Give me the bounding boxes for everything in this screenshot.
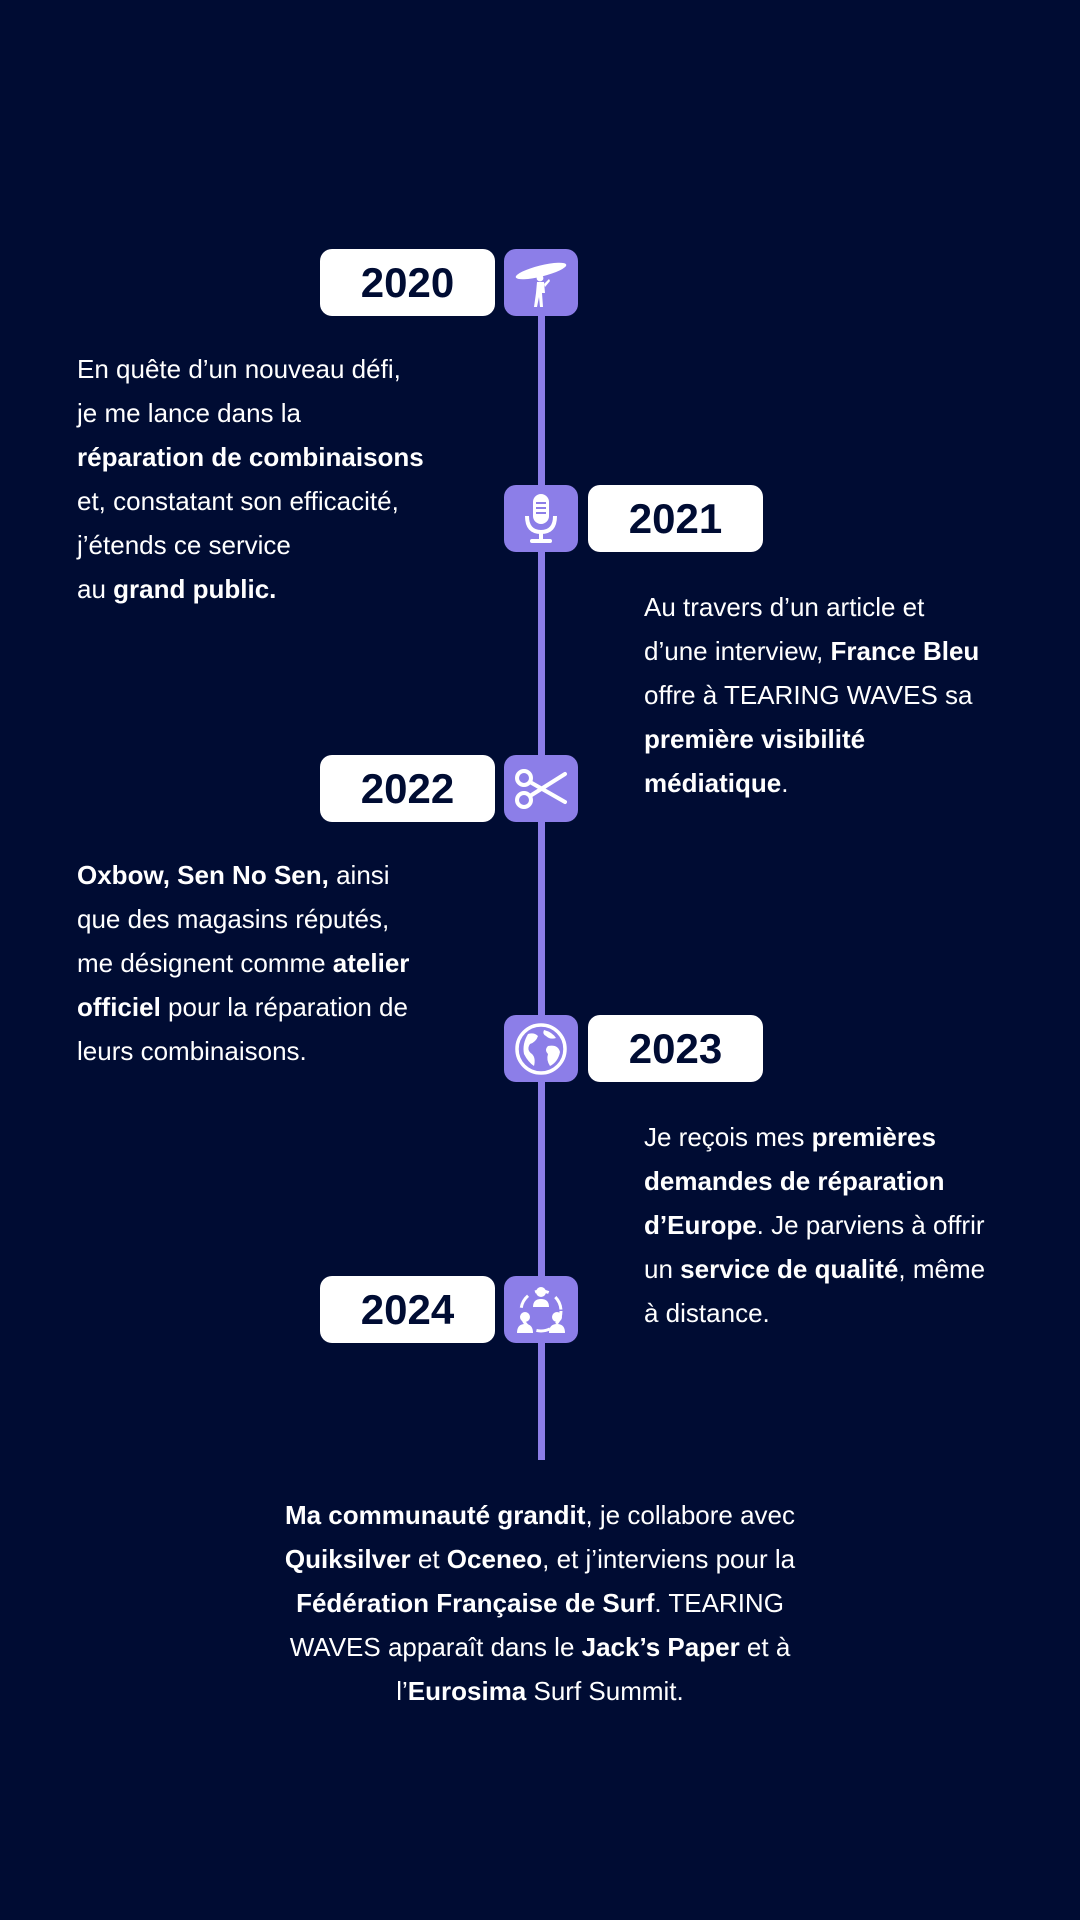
description-segment: Surf Summit. (526, 1676, 684, 1706)
year-badge-2023: 2023 (588, 1015, 763, 1082)
description-2024 (190, 1493, 890, 1713)
description-segment: Eurosima (407, 1676, 527, 1706)
microphone-icon (504, 485, 578, 552)
description-segment: Ma communauté grandit (284, 1500, 586, 1530)
description-segment: . TEARING (654, 1588, 784, 1618)
description-segment: premières (811, 1122, 936, 1152)
description-segment: première visibilité (644, 724, 866, 754)
description-segment: je me lance dans la (77, 398, 302, 428)
description-segment: Jack’s Paper (581, 1632, 740, 1662)
description-segment: En quête d’un nouveau défi, (77, 354, 401, 384)
description-segment: offre à TEARING WAVES sa (644, 680, 973, 710)
description-segment: Au travers d’un article et (644, 592, 925, 622)
description-segment: Oxbow, Sen No Sen, (77, 860, 329, 890)
year-badge-2022: 2022 (320, 755, 495, 822)
description-segment: grand public. (113, 574, 277, 604)
description-2023 (644, 1115, 1044, 1335)
description-segment: j’étends ce service (77, 530, 291, 560)
description-segment: et (410, 1544, 447, 1574)
description-segment: , et j’interviens pour la (542, 1544, 796, 1574)
description-segment: . (781, 768, 789, 798)
description-segment: service de qualité (680, 1254, 899, 1284)
description-segment: un (644, 1254, 681, 1284)
description-segment: . Je parviens à offrir (756, 1210, 985, 1240)
description-2021 (644, 585, 1044, 805)
surfer-icon (504, 249, 578, 316)
description-segment: Quiksilver (284, 1544, 411, 1574)
scissors-icon (504, 755, 578, 822)
description-segment: France Bleu (830, 636, 980, 666)
description-segment: ainsi (328, 860, 390, 890)
description-segment: officiel (77, 992, 161, 1022)
year-badge-2021: 2021 (588, 485, 763, 552)
description-segment: d’Europe (644, 1210, 757, 1240)
description-segment: au (77, 574, 114, 604)
description-segment: réparation de combinaisons (77, 442, 424, 472)
description-segment: et à (739, 1632, 791, 1662)
description-segment: médiatique (644, 768, 782, 798)
description-segment: Fédération Française de Surf (296, 1588, 655, 1618)
description-segment: , même (898, 1254, 986, 1284)
description-segment: que des magasins réputés, (77, 904, 390, 934)
description-segment: WAVES apparaît dans le (289, 1632, 582, 1662)
description-segment: et, constatant son efficacité, (77, 486, 399, 516)
description-2020 (77, 347, 477, 611)
globe-icon (504, 1015, 578, 1082)
description-2022 (77, 853, 477, 1073)
description-segment: leurs combinaisons. (77, 1036, 307, 1066)
description-segment: Je reçois mes (644, 1122, 812, 1152)
description-segment: l’ (396, 1676, 408, 1706)
description-segment: pour la réparation de (160, 992, 408, 1022)
description-segment: me désignent comme (77, 948, 333, 978)
year-badge-2024: 2024 (320, 1276, 495, 1343)
description-segment: atelier (332, 948, 410, 978)
description-segment: Oceneo (446, 1544, 543, 1574)
description-segment: , je collabore avec (585, 1500, 796, 1530)
description-segment: demandes de réparation (644, 1166, 945, 1196)
year-badge-2020: 2020 (320, 249, 495, 316)
description-segment: d’une interview, (644, 636, 831, 666)
community-icon (504, 1276, 578, 1343)
description-segment: à distance. (644, 1298, 770, 1328)
